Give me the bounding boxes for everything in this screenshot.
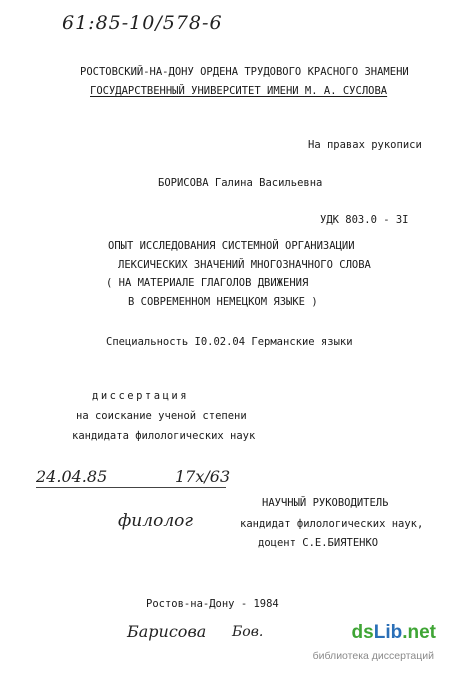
supervisor-line-2: кандидат филологических наук, bbox=[240, 518, 424, 530]
title-line-4: В СОВРЕМЕННОМ НЕМЕЦКОМ ЯЗЫКЕ ) bbox=[128, 296, 318, 308]
degree-line-1: диссертация bbox=[92, 390, 190, 402]
supervisor-line-3: доцент С.Е.БИЯТЕНКО bbox=[258, 537, 379, 549]
degree-line-3: кандидата филологических наук bbox=[72, 430, 256, 442]
degree-line-2: на соискание ученой степени bbox=[76, 410, 247, 422]
dslib-subtitle: библиотека диссертаций bbox=[312, 650, 434, 662]
handwritten-archive-code: 61:85-10/578-6 bbox=[62, 12, 223, 34]
handwritten-signature-short: Бов. bbox=[232, 624, 264, 640]
supervisor-line-1: НАУЧНЫЙ РУКОВОДИТЕЛЬ bbox=[262, 497, 389, 509]
handwritten-stamp-code: 17x/63 bbox=[175, 467, 231, 486]
handwritten-stamp-date: 24.04.85 bbox=[36, 467, 108, 486]
header-line-1: РОСТОВСКИЙ-НА-ДОНУ ОРДЕНА ТРУДОВОГО КРАСНОГО ЗНАМЕНИ bbox=[80, 66, 409, 78]
udc-code: УДК 803.0 - 3I bbox=[320, 214, 409, 226]
header-line-2: ГОСУДАРСТВЕННЫЙ УНИВЕРСИТЕТ ИМЕНИ М. А. СУСЛОВА bbox=[90, 85, 388, 97]
title-line-2: ЛЕКСИЧЕСКИХ ЗНАЧЕНИЙ МНОГОЗНАЧНОГО СЛОВА bbox=[118, 259, 371, 271]
stamp-line bbox=[36, 487, 226, 488]
handwritten-signature: Барисова bbox=[127, 622, 207, 641]
author-name: БОРИСОВА Галина Васильевна bbox=[158, 177, 323, 189]
title-line-3: ( НА МАТЕРИАЛЕ ГЛАГОЛОВ ДВИЖЕНИЯ bbox=[106, 277, 309, 289]
specialty: Специальность I0.02.04 Германские языки bbox=[106, 336, 353, 348]
title-line-1: ОПЫТ ИССЛЕДОВАНИЯ СИСТЕМНОЙ ОРГАНИЗАЦИИ bbox=[108, 240, 355, 252]
dslib-logo[interactable] bbox=[352, 622, 436, 644]
dslib-logo-text: dsLib.net bbox=[351, 622, 436, 643]
rights-note: На правах рукописи bbox=[308, 139, 422, 151]
place-year: Ростов-на-Дону - 1984 bbox=[146, 598, 279, 610]
handwritten-stamp-word: филолог bbox=[118, 511, 193, 531]
